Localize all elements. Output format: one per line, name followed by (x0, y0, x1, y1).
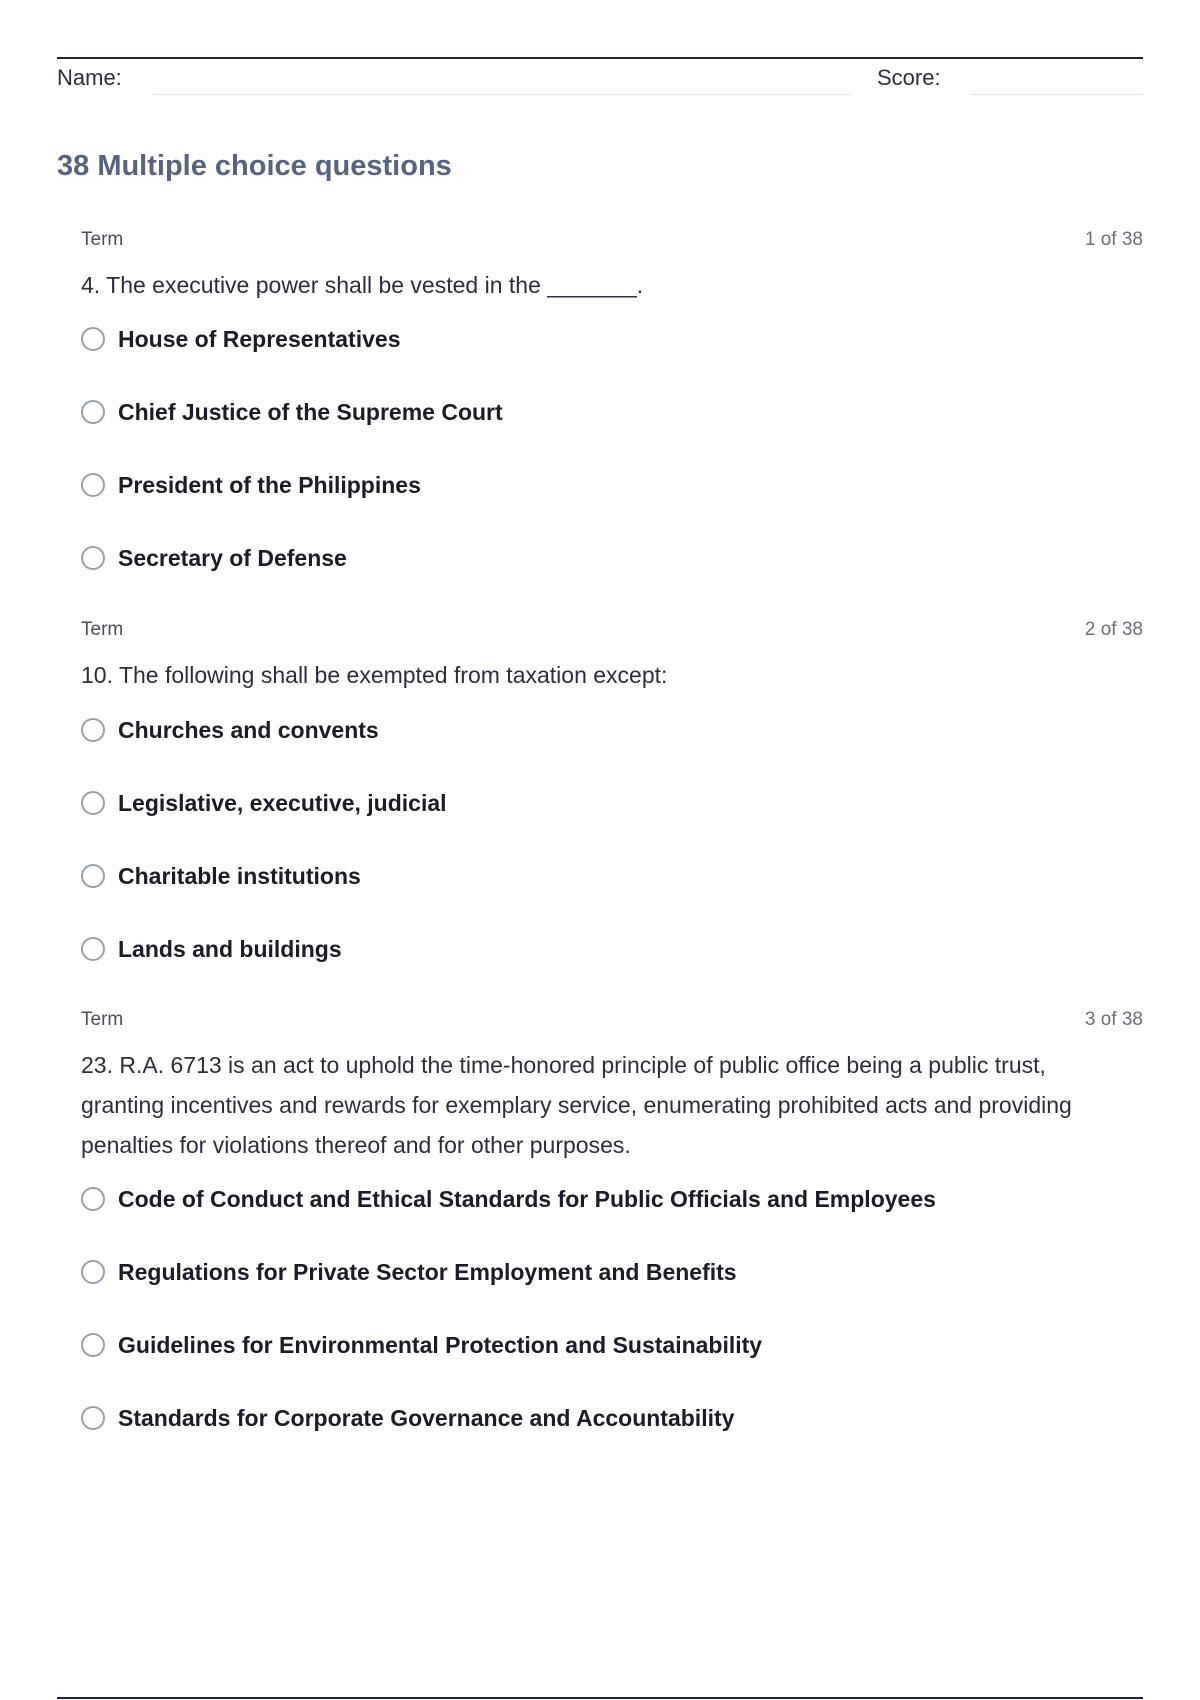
top-rule (57, 57, 1143, 59)
option-label: Legislative, executive, judicial (118, 790, 447, 816)
option-label: Regulations for Private Sector Employment and Benefits (118, 1259, 737, 1285)
radio-button[interactable] (81, 1260, 105, 1284)
question-card (81, 229, 1143, 616)
option-label: Code of Conduct and Ethical Standards for Public Officials and Employees (118, 1186, 936, 1212)
score-label: Score: (877, 65, 941, 90)
option-label: Churches and convents (118, 717, 379, 743)
worksheet-header (57, 63, 1143, 97)
radio-button[interactable] (81, 473, 105, 497)
radio-button[interactable] (81, 400, 105, 424)
option-label: President of the Philippines (118, 472, 421, 498)
answer-option[interactable] (81, 543, 1143, 616)
answer-option[interactable] (81, 1184, 1143, 1257)
question-count: 2 of 38 (1084, 619, 1143, 640)
name-field[interactable] (153, 94, 850, 95)
bottom-rule (57, 1697, 1143, 1699)
score-field[interactable] (970, 94, 1143, 95)
option-label: Lands and buildings (118, 936, 342, 962)
term-label: Term (81, 229, 124, 250)
option-label: Guidelines for Environmental Protection and Sustainability (118, 1332, 763, 1358)
option-label: Charitable institutions (118, 863, 361, 889)
answer-option[interactable] (81, 788, 1143, 861)
radio-button[interactable] (81, 546, 105, 570)
answer-option[interactable] (81, 715, 1143, 788)
option-label: Standards for Corporate Governance and Accountability (118, 1405, 735, 1431)
answer-option[interactable] (81, 324, 1143, 397)
question-text: 23. R.A. 6713 is an act to uphold the time-honored principle of public office being a public trust, granting incentives and rewards for exemplary service, enumerating prohibited acts and providing penalties for violations thereof and for other purposes. (81, 1052, 1072, 1158)
name-label: Name: (57, 65, 122, 90)
radio-button[interactable] (81, 327, 105, 351)
option-label: House of Representatives (118, 326, 401, 352)
answer-option[interactable] (81, 934, 1143, 1007)
option-label: Secretary of Defense (118, 545, 347, 571)
option-label: Chief Justice of the Supreme Court (118, 399, 503, 425)
question-card (81, 619, 1143, 1007)
question-text: 10. The following shall be exempted from taxation except: (81, 662, 668, 688)
radio-button[interactable] (81, 864, 105, 888)
answer-options (81, 715, 1143, 1007)
radio-button[interactable] (81, 937, 105, 961)
question-count: 3 of 38 (1084, 1009, 1143, 1030)
answer-option[interactable] (81, 470, 1143, 543)
radio-button[interactable] (81, 1187, 105, 1211)
question-card (81, 1009, 1143, 1476)
term-label: Term (81, 1009, 124, 1030)
answer-option[interactable] (81, 1403, 1143, 1476)
radio-button[interactable] (81, 1333, 105, 1357)
answer-options (81, 1184, 1143, 1476)
question-text: 4. The executive power shall be vested in the _______. (81, 272, 644, 298)
question-count: 1 of 38 (1084, 229, 1143, 250)
answer-option[interactable] (81, 861, 1143, 934)
radio-button[interactable] (81, 718, 105, 742)
term-label: Term (81, 619, 124, 640)
radio-button[interactable] (81, 1406, 105, 1430)
radio-button[interactable] (81, 791, 105, 815)
answer-options (81, 324, 1143, 616)
answer-option[interactable] (81, 1330, 1143, 1403)
section-title: 38 Multiple choice questions (57, 150, 452, 182)
answer-option[interactable] (81, 1257, 1143, 1330)
answer-option[interactable] (81, 397, 1143, 470)
